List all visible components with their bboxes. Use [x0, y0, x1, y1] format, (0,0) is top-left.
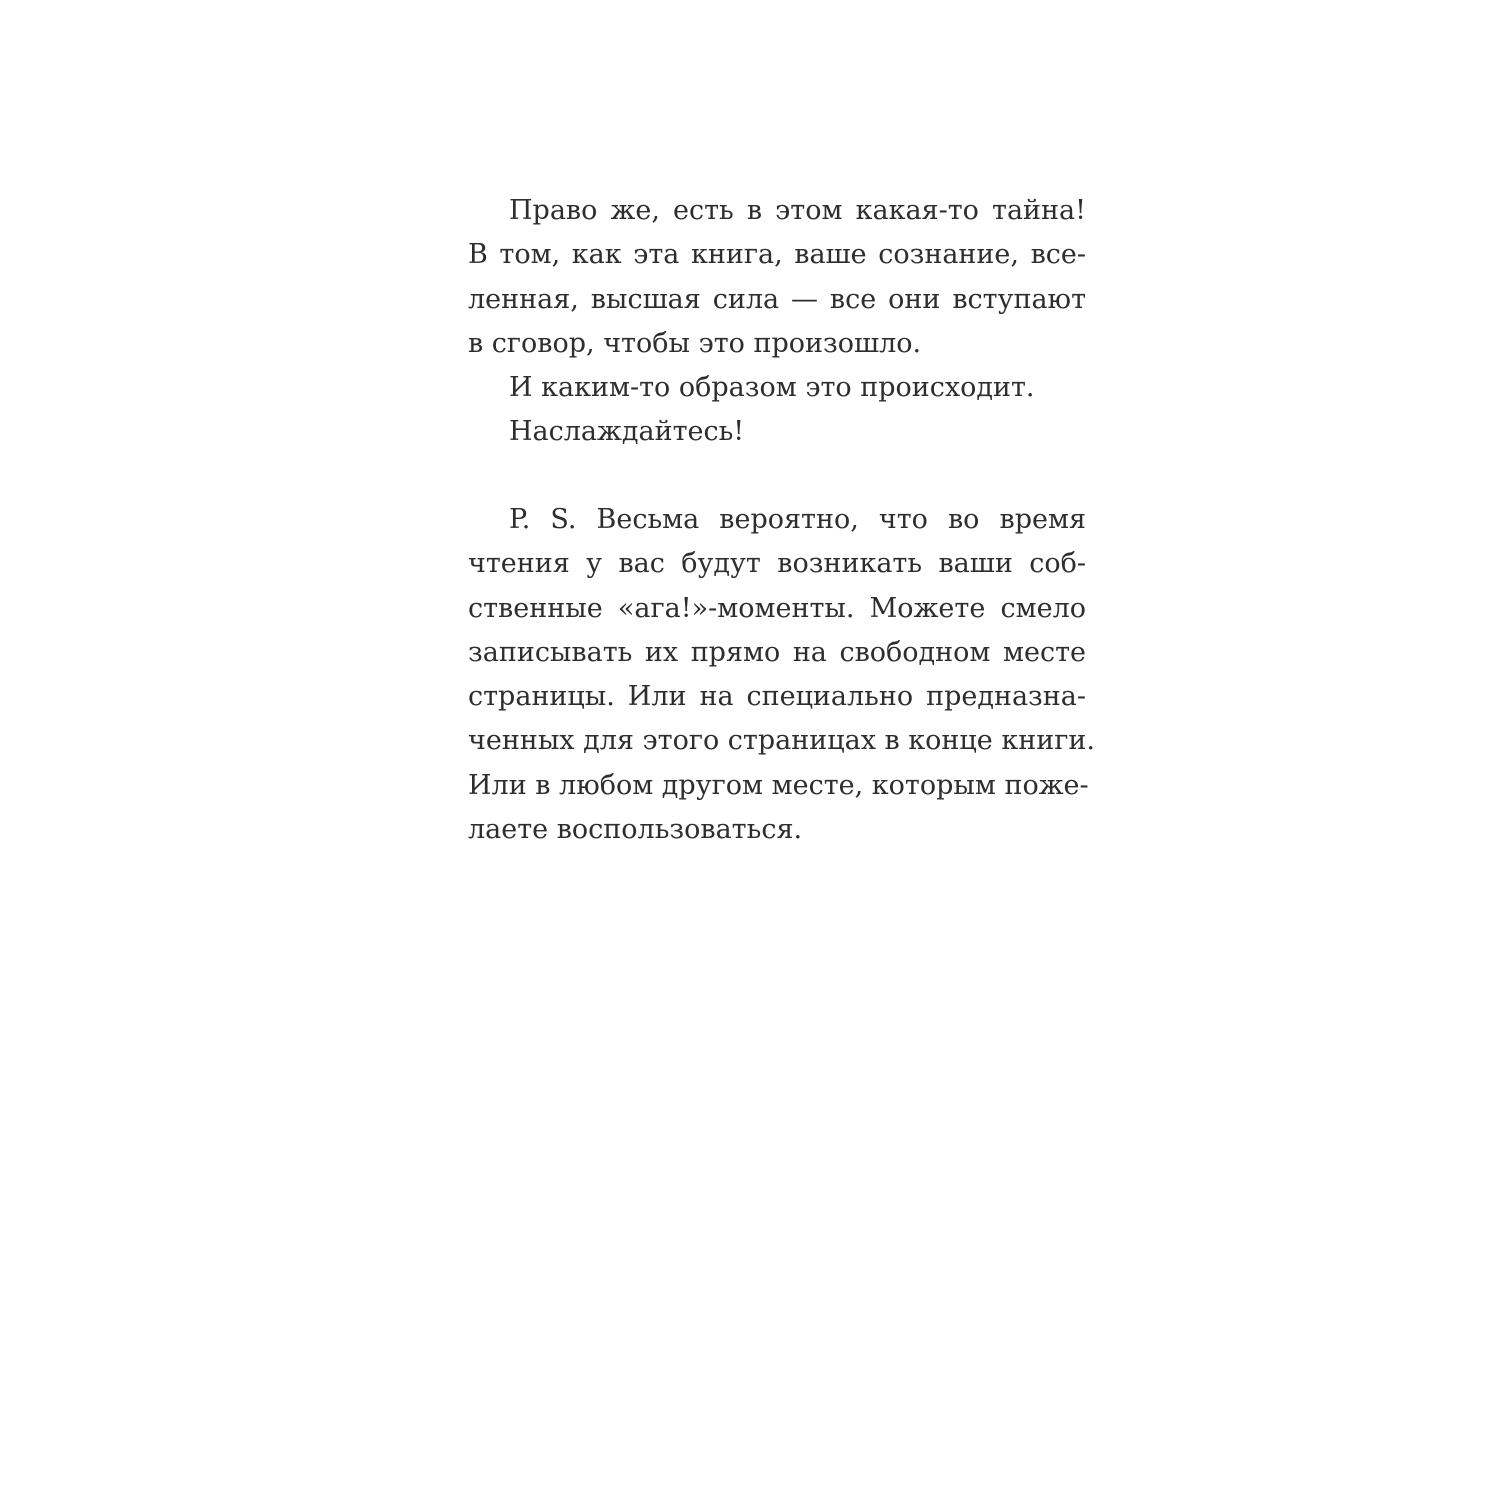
text-line: ленная, высшая сила — все они вступают — [468, 283, 1086, 315]
text-line: ченных для этого страницах в конце книги. — [468, 725, 1095, 757]
text-line: ственные «ага!»-моменты. Можете смело — [468, 592, 1086, 624]
text-line: страницы. Или на специально предназна- — [468, 681, 1086, 713]
paragraph-mystery — [468, 189, 1086, 366]
postscript-block — [468, 498, 1095, 852]
text-line: P. S. Весьма вероятно, что во время — [509, 504, 1086, 535]
text-line: Право же, есть в этом какая-то тайна! — [509, 195, 1086, 226]
text-line: лаете воспользоваться. — [468, 814, 803, 846]
text-line: чтения у вас будут возникать ваши соб- — [468, 548, 1086, 580]
text-line: записывать их прямо на свободном месте — [468, 636, 1086, 668]
text-line: В том, как эта книга, ваше сознание, все- — [468, 239, 1086, 271]
paragraph-enjoy — [468, 410, 1086, 454]
text-line: Или в любом другом месте, которым поже- — [468, 769, 1089, 801]
text-line: в сговор, чтобы это произошло. — [468, 327, 922, 359]
text-line: Наслаждайтесь! — [509, 416, 745, 448]
main-text-block — [468, 189, 1086, 455]
paragraph-happens — [468, 366, 1086, 410]
text-line: И каким-то образом это происходит. — [509, 372, 1035, 404]
